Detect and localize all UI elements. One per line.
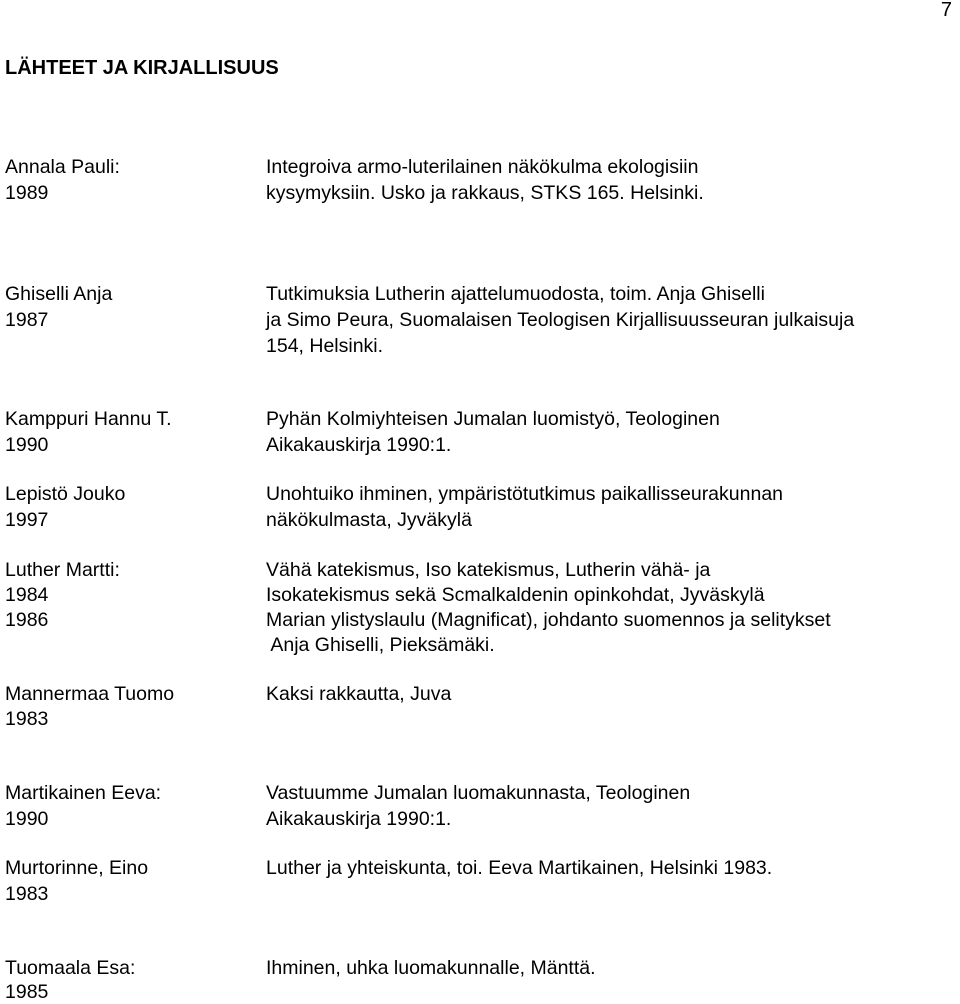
page-heading: LÄHTEET JA KIRJALLISUUS <box>5 57 279 79</box>
entry-text-line: Anja Ghiselli, Pieksämäki. <box>266 634 495 656</box>
entry-text-line: 154, Helsinki. <box>266 335 384 357</box>
entry-text-line: kysymyksiin. Usko ja rakkaus, STKS 165. Helsinki. <box>266 182 704 204</box>
entry-text-line: Vastuumme Jumalan luomakunnasta, Teologinen <box>266 782 691 804</box>
entry-text-line: ja Simo Peura, Suomalaisen Teologisen Kirjallisuusseuran julkaisuja <box>266 309 855 331</box>
entry-year: 1989 <box>5 182 49 204</box>
entry-author: Lepistö Jouko <box>5 483 126 505</box>
entry-text-line: näkökulmasta, Jyväkylä <box>266 509 472 531</box>
entry-text-line: Pyhän Kolmiyhteisen Jumalan luomistyö, Teologinen <box>266 408 720 430</box>
entry-text-line: Aikakauskirja 1990:1. <box>266 808 452 830</box>
entry-author: Annala Pauli: <box>5 156 120 178</box>
entry-author: Mannermaa Tuomo <box>5 683 175 705</box>
entry-year: 1986 <box>5 609 49 631</box>
entry-year: 1983 <box>5 883 49 905</box>
entry-text-line: Tutkimuksia Lutherin ajattelumuodosta, toim. Anja Ghiselli <box>266 283 765 305</box>
entry-year: 1983 <box>5 708 49 730</box>
entry-author: Tuomaala Esa: <box>5 957 136 979</box>
entry-author: Murtorinne, Eino <box>5 857 149 879</box>
entry-text-line: Ihminen, uhka luomakunnalle, Mänttä. <box>266 957 596 979</box>
entry-text-line: Kaksi rakkautta, Juva <box>266 683 452 705</box>
entry-text-line: Marian ylistyslaulu (Magnificat), johdanto suomennos ja selitykset <box>266 609 831 631</box>
entry-text-line: Vähä katekismus, Iso katekismus, Lutherin vähä- ja <box>266 559 711 581</box>
entry-year: 1997 <box>5 509 49 531</box>
page-number: 7 <box>940 0 952 21</box>
entry-text-line: Isokatekismus sekä Scmalkaldenin opinkohdat, Jyväskylä <box>266 584 765 606</box>
entry-text-line: Aikakauskirja 1990:1. <box>266 434 452 456</box>
entry-author: Luther Martti: <box>5 559 120 581</box>
entry-text-line: Luther ja yhteiskunta, toi. Eeva Martikainen, Helsinki 1983. <box>266 857 773 879</box>
entry-year: 1985 <box>5 981 49 1003</box>
entry-year: 1990 <box>5 434 49 456</box>
entry-author: Martikainen Eeva: <box>5 782 162 804</box>
entry-author: Kamppuri Hannu T. <box>5 408 172 430</box>
entry-year: 1990 <box>5 808 49 830</box>
entry-year: 1987 <box>5 309 49 331</box>
entry-author: Ghiselli Anja <box>5 283 113 305</box>
entry-text-line: Integroiva armo-luterilainen näkökulma ekologisiin <box>266 156 699 178</box>
entry-year: 1984 <box>5 584 49 606</box>
entry-text-line: Unohtuiko ihminen, ympäristötutkimus paikallisseurakunnan <box>266 483 784 505</box>
